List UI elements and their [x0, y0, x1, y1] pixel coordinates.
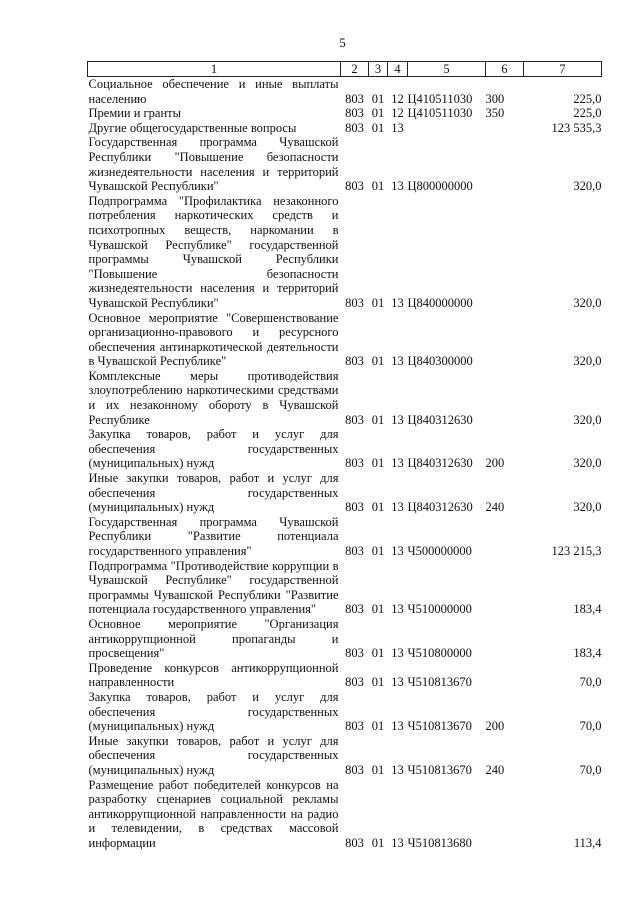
row-gr-cell: 803	[345, 412, 364, 427]
row-csr-cell: Ц840312630	[407, 456, 473, 471]
table-row	[88, 121, 602, 136]
row-name-cell: Закупка товаров, работ и услуг для обеспечения государственных (муниципальных) нужд	[88, 689, 339, 734]
table-row	[88, 661, 602, 690]
row-name-cell: Государственная программа Чувашской Республики "Повышение безопасности жизнедеятельности населения и территорий Чувашской Республики"	[88, 135, 339, 194]
header-col-5: 5	[408, 62, 486, 77]
row-gr-cell: 803	[345, 762, 364, 777]
row-csr-cell	[408, 121, 486, 136]
row-pr-cell: 12	[391, 91, 404, 106]
row-gr-cell: 803	[345, 602, 364, 617]
row-rz-cell: 01	[371, 456, 385, 471]
row-rz-cell: 01	[371, 120, 385, 135]
row-pr-cell: 13	[391, 412, 404, 427]
row-csr-cell: Ч500000000	[407, 544, 472, 558]
row-vr-cell	[486, 369, 524, 427]
row-rz-cell: 01	[371, 544, 385, 558]
row-csr-cell: Ч510813680	[407, 835, 472, 850]
row-pr-cell: 13	[391, 120, 404, 135]
row-pr-cell: 13	[391, 762, 404, 777]
row-rz-cell: 01	[371, 295, 385, 310]
row-pr-cell: 13	[391, 675, 404, 690]
row-name-cell: Проведение конкурсов антикоррупционной направленности	[88, 660, 339, 690]
row-csr-cell: Ч510800000	[407, 646, 472, 661]
header-col-4: 4	[388, 62, 408, 77]
row-pr-cell: 13	[391, 544, 404, 558]
row-sum-cell: 320,0	[573, 354, 602, 369]
row-vr-cell: 240	[485, 500, 505, 515]
row-sum-cell: 113,4	[573, 835, 602, 850]
page-number: 5	[339, 35, 346, 50]
row-sum-cell: 183,4	[573, 646, 602, 661]
row-vr-cell	[486, 121, 524, 136]
row-name-cell: Иные закупки товаров, работ и услуг для обеспечения государственных (муниципальных) нужд	[88, 733, 339, 777]
row-rz-cell: 01	[371, 762, 385, 777]
row-csr-cell: Ч510000000	[407, 602, 472, 617]
row-vr-cell	[486, 194, 524, 311]
row-pr-cell: 13	[391, 646, 404, 661]
row-vr-cell	[486, 311, 524, 369]
row-gr-cell: 803	[345, 120, 364, 135]
table-row	[88, 77, 602, 107]
row-name-cell: Социальное обеспечение и иные выплаты населению	[88, 77, 339, 106]
table-row	[88, 427, 602, 471]
header-col-3: 3	[369, 62, 388, 77]
table-row	[88, 734, 602, 778]
row-rz-cell: 01	[371, 412, 385, 427]
table-row	[88, 617, 602, 661]
row-sum-cell: 320,0	[573, 500, 602, 515]
row-gr-cell: 803	[345, 456, 364, 471]
row-name-cell: Иные закупки товаров, работ и услуг для обеспечения государственных (муниципальных) нужд	[88, 471, 339, 515]
row-csr-cell: Ц840312630	[407, 412, 473, 427]
row-rz-cell: 01	[371, 179, 385, 194]
row-csr-cell: Ц410511030	[407, 106, 473, 121]
row-pr-cell: 13	[391, 719, 404, 734]
row-sum-cell: 70,0	[579, 675, 602, 690]
row-rz-cell: 01	[371, 500, 385, 515]
header-col-1: 1	[88, 62, 341, 77]
row-sum-cell: 320,0	[573, 179, 602, 194]
row-gr-cell: 803	[345, 91, 364, 106]
budget-table	[87, 61, 602, 850]
row-name-cell: Основное мероприятие "Совершенствование организационно-правового и ресурсного обеспечения антинаркотической деятельности в Чувашской Республике"	[88, 310, 339, 369]
table-row	[88, 369, 602, 427]
row-pr-cell: 12	[391, 106, 404, 121]
row-gr-cell: 803	[345, 106, 364, 121]
row-sum-cell: 225,0	[573, 106, 602, 121]
table-row	[88, 194, 602, 311]
table-row	[88, 471, 602, 515]
row-vr-cell: 200	[485, 456, 505, 471]
table-row	[88, 135, 602, 193]
row-vr-cell: 240	[485, 762, 505, 777]
row-gr-cell: 803	[345, 354, 364, 369]
table-row	[88, 559, 602, 617]
row-vr-cell	[486, 778, 524, 851]
row-vr-cell: 300	[485, 91, 505, 106]
row-rz-cell: 01	[371, 106, 385, 121]
row-gr-cell: 803	[345, 179, 364, 194]
row-sum-cell: 70,0	[579, 762, 602, 777]
row-sum-cell: 123 535,3	[551, 120, 602, 135]
row-vr-cell	[486, 135, 524, 193]
row-pr-cell: 13	[391, 179, 404, 194]
header-col-2: 2	[341, 62, 369, 77]
row-name-cell: Другие общегосударственные вопросы	[88, 120, 297, 135]
table-row	[88, 515, 602, 559]
row-pr-cell: 13	[391, 456, 404, 471]
table-row	[88, 106, 602, 121]
row-name-cell: Подпрограмма "Противодействие коррупции в Чувашской Республике" государственной программы Чувашской Республики "Развитие потенциала государственного управления"	[88, 558, 339, 617]
row-sum-cell: 320,0	[573, 412, 602, 427]
row-gr-cell: 803	[345, 646, 364, 661]
row-pr-cell: 13	[391, 354, 404, 369]
row-name-cell: Закупка товаров, работ и услуг для обеспечения государственных (муниципальных) нужд	[88, 427, 339, 471]
row-csr-cell: Ч510813670	[407, 719, 472, 734]
row-vr-cell	[486, 661, 524, 690]
row-gr-cell: 803	[345, 295, 364, 310]
row-vr-cell: 200	[485, 719, 505, 734]
row-gr-cell: 803	[345, 544, 364, 558]
row-csr-cell: Ц840000000	[407, 295, 473, 310]
table-body	[88, 77, 602, 851]
row-pr-cell: 13	[391, 500, 404, 515]
row-rz-cell: 01	[371, 835, 385, 850]
row-sum-cell: 123 215,3	[551, 544, 602, 558]
row-pr-cell: 13	[391, 602, 404, 617]
row-gr-cell: 803	[345, 500, 364, 515]
row-csr-cell: Ц410511030	[407, 91, 473, 106]
row-csr-cell: Ч510813670	[407, 762, 472, 777]
row-csr-cell: Ч510813670	[407, 675, 472, 690]
row-name-cell: Основное мероприятие "Организация антикоррупционной пропаганды и просвещения"	[88, 616, 339, 661]
row-csr-cell: Ц800000000	[407, 179, 473, 194]
header-col-6: 6	[486, 62, 524, 77]
row-pr-cell: 13	[391, 295, 404, 310]
row-sum-cell: 320,0	[573, 295, 602, 310]
row-rz-cell: 01	[371, 602, 385, 617]
row-vr-cell	[486, 559, 524, 617]
row-rz-cell: 01	[371, 91, 385, 106]
row-gr-cell: 803	[345, 835, 364, 850]
header-col-7: 7	[524, 62, 602, 77]
row-sum-cell: 225,0	[573, 91, 602, 106]
table-row	[88, 778, 602, 851]
row-sum-cell: 70,0	[579, 719, 602, 734]
row-sum-cell: 320,0	[573, 456, 602, 471]
table-header-row	[88, 62, 602, 77]
row-rz-cell: 01	[371, 354, 385, 369]
row-csr-cell: Ц840312630	[407, 500, 473, 515]
row-vr-cell: 350	[485, 106, 505, 121]
row-vr-cell	[486, 515, 524, 559]
row-rz-cell: 01	[371, 719, 385, 734]
row-rz-cell: 01	[371, 646, 385, 661]
row-name-cell: Комплексные меры противодействия злоупотреблению наркотическими средствами и их незаконному обороту в Чувашской Республике	[88, 368, 339, 427]
row-name-cell: Государственная программа Чувашской Республики "Развитие потенциала государственного управления"	[88, 514, 339, 558]
row-sum-cell: 183,4	[573, 602, 602, 617]
row-name-cell: Премии и гранты	[88, 106, 182, 121]
table-row	[88, 311, 602, 369]
row-vr-cell	[486, 617, 524, 661]
row-gr-cell: 803	[345, 675, 364, 690]
row-name-cell: Размещение работ победителей конкурсов на разработку сценариев социальной рекламы антикоррупционной направленности на радио и телевидении, в средствах массовой информации	[88, 777, 339, 850]
row-csr-cell: Ц840300000	[407, 354, 473, 369]
row-name-cell: Подпрограмма "Профилактика незаконного потребления наркотических средств и психотропных веществ, наркомании в Чувашской Республике" государственной программы Чувашской Республики "Повышение безопасности жизнедеятельности населения и территорий Чувашской Республики"	[88, 193, 339, 310]
row-gr-cell: 803	[345, 719, 364, 734]
row-pr-cell: 13	[391, 835, 404, 850]
table-row	[88, 690, 602, 734]
row-rz-cell: 01	[371, 675, 385, 690]
